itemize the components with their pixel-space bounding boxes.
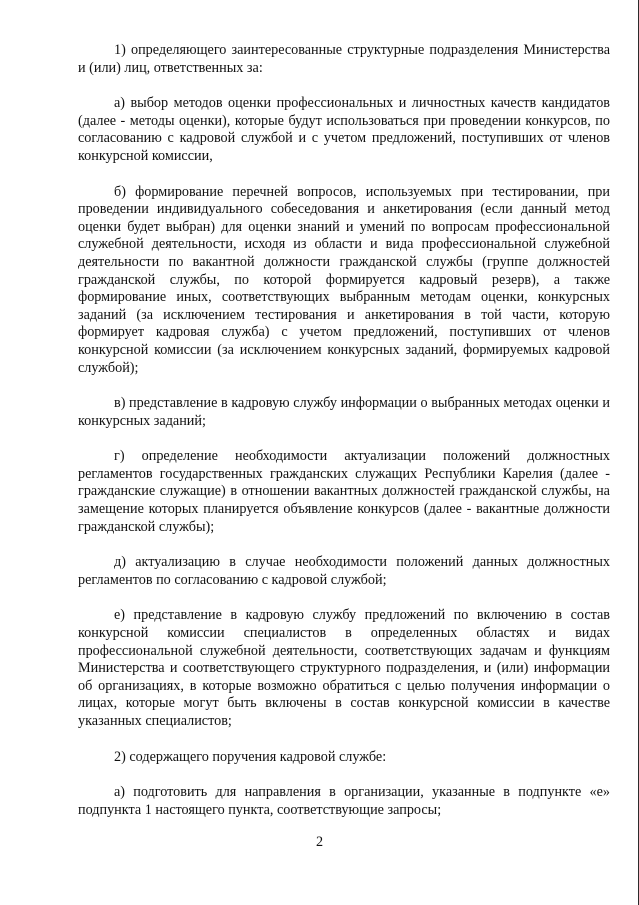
paragraph-item-1v: в) представление в кадровую службу информации о выбранных методах оценки и конкурсных заданий;	[78, 395, 610, 429]
paragraph-item-1a: а) выбор методов оценки профессиональных и личностных качеств кандидатов (далее - методы оценки), которые будут использоваться при проведении конкурсов, по согласованию с кадровой службой и с учетом предложений, поступивших от членов конкурсной комиссии,	[78, 95, 610, 164]
paragraph-item-1b: б) формирование перечней вопросов, используемых при тестировании, при проведении индивидуального собеседования и анкетирования (если данный метод оценки будет выбран) для оценки знаний и умений по вопросам профессиональной служебной деятельности, исходя из области и вида профессиональной служебной деятельности по вакантной должности гражданской службы (группе должностей гражданской службы, по которой формируется кадровый резерв), а также формирование иных, соответствующих выбранным методам оценки, конкурсных заданий (за исключением тестирования и анкетирования в той части, которую формирует кадровая служба) с учетом предложений, поступивших от членов конкурсной комиссии (за исключением конкурсных заданий, формируемых кадровой службой);	[78, 183, 610, 376]
paragraph-item-2: 2) содержащего поручения кадровой службе:	[114, 748, 387, 765]
paragraph-item-1: 1) определяющего заинтересованные структурные подразделения Министерства и (или) лиц, ответственных за:	[78, 42, 610, 76]
paragraph-item-1g: г) определение необходимости актуализации положений должностных регламентов государственных гражданских служащих Республики Карелия (далее - гражданские служащие) в отношении вакантных должностей гражданской службы, на замещение которых планируется объявление конкурсов (далее - вакантные должности гражданской службы);	[78, 448, 610, 535]
paragraph-item-1d: д) актуализацию в случае необходимости положений данных должностных регламентов по согласованию с кадровой службой;	[78, 554, 610, 588]
paragraph-item-1e: е) представление в кадровую службу предложений по включению в состав конкурсной комиссии специалистов в определенных областях и видах профессиональной служебной деятельности, соответствующих задачам и функциям Министерства и соответствующего структурного подразделения, и (или) информации об организациях, в которые возможно обратиться с целью получения информации о лицах, которые могут быть включены в состав конкурсной комиссии в качестве указанных специалистов;	[78, 607, 610, 729]
document-body	[78, 42, 610, 819]
page-number: 2	[315, 834, 324, 850]
paragraph-item-2a: а) подготовить для направления в организации, указанные в подпункте «е» подпункта 1 настоящего пункта, соответствующие запросы;	[78, 784, 610, 818]
